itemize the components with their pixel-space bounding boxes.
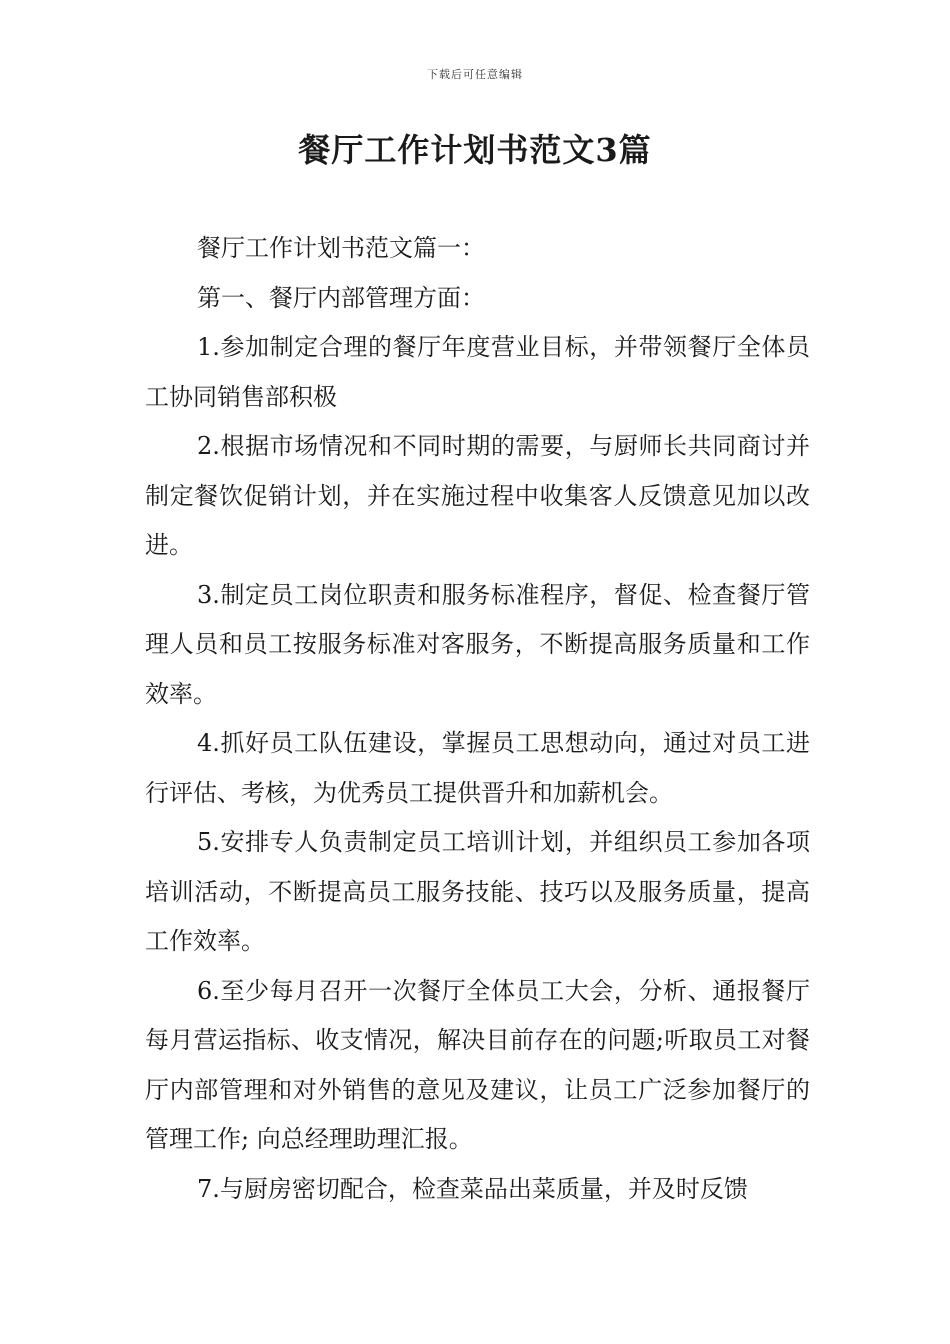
document-body — [145, 224, 810, 1214]
paragraph-subheading: 第一、餐厅内部管理方面： — [197, 283, 485, 312]
paragraph-item-7: 7.与厨房密切配合，检查菜品出菜质量，并及时反馈 — [197, 1174, 748, 1203]
paragraph-item-2: 2.根据市场情况和不同时期的需要，与厨师长共同商讨并制定餐饮促销计划，并在实施过程中收集客人反馈意见加以改进。 — [145, 432, 810, 559]
paragraph-item-4: 4.抓好员工队伍建设，掌握员工思想动向，通过对员工进行评估、考核，为优秀员工提供晋升和加薪机会。 — [145, 729, 810, 807]
paragraph-item-1: 1.参加制定合理的餐厅年度营业目标，并带领餐厅全体员工协同销售部积极 — [145, 333, 810, 411]
header-note: 下载后可任意编辑 — [427, 68, 523, 81]
paragraph-section-heading: 餐厅工作计划书范文篇一： — [197, 234, 485, 262]
paragraph-item-6: 6.至少每月召开一次餐厅全体员工大会，分析、通报餐厅每月营运指标、收支情况，解决目前存在的问题;听取员工对餐厅内部管理和对外销售的意见及建议，让员工广泛参加餐厅的管理工作; 向总经理助理汇报。 — [145, 976, 810, 1153]
paragraph-item-3: 3.制定员工岗位职责和服务标准程序，督促、检查餐厅管理人员和员工按服务标准对客服务，不断提高服务质量和工作效率。 — [145, 580, 810, 708]
paragraph-item-5: 5.安排专人负责制定员工培训计划，并组织员工参加各项培训活动，不断提高员工服务技能、技巧以及服务质量，提高工作效率。 — [145, 828, 810, 955]
document-title: 餐厅工作计划书范文3篇 — [298, 131, 652, 169]
